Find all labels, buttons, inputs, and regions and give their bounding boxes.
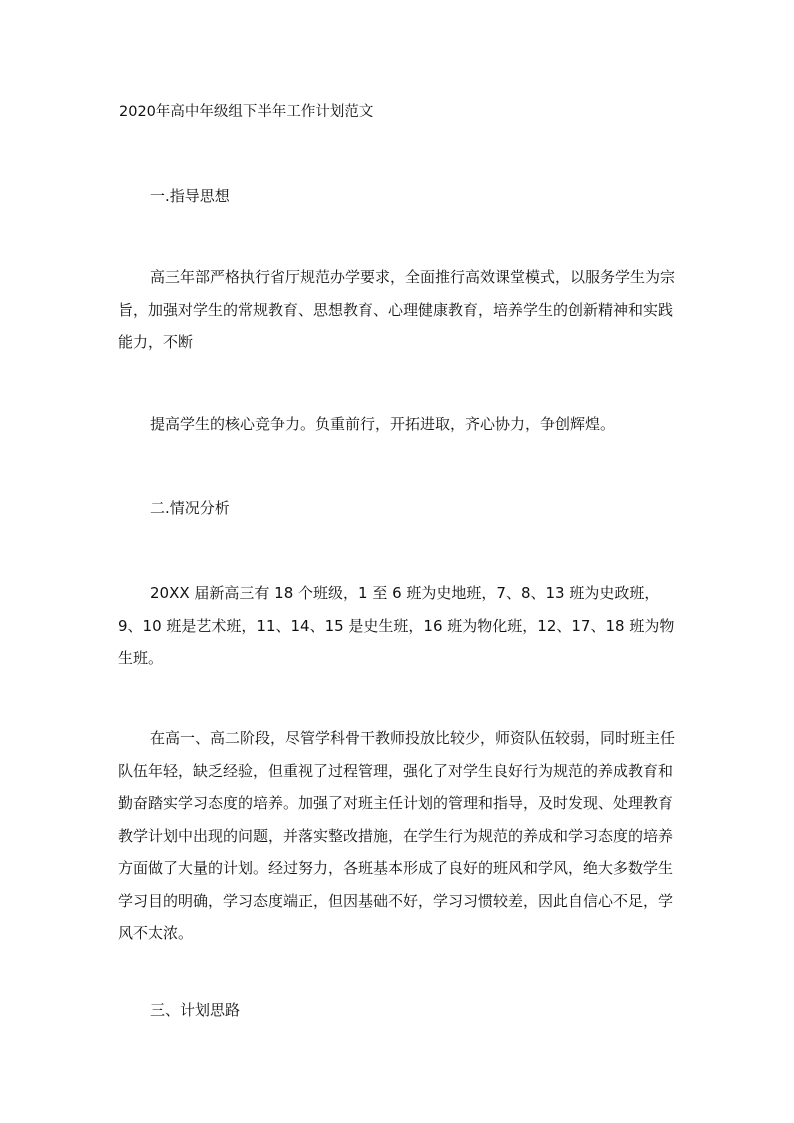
paragraph-guiding-ideology-continued: 提高学生的核心竞争力。负重前行，开拓进取，齐心协力，争创辉煌。 [150,415,616,433]
document-title: 2020年高中年级组下半年工作计划范文 [119,104,374,120]
paragraph-guiding-ideology: 高三年部严格执行省厅规范办学要求，全面推行高效课堂模式，以服务学生为宗旨，加强对学生的常规教育、思想教育、心理健康教育，培养学生的创新精神和实践能力，不断 [118,268,676,351]
paragraph-past-management: 在高一、高二阶段，尽管学科骨干教师投放比较少，师资队伍较弱，同时班主任队伍年轻，缺乏经验，但重视了过程管理，强化了对学生良好行为规范的养成教育和勤奋踏实学习态度的培养。加强了对班主任计划的管理和指导，及时发现、处理教育教学计划中出现的问题，并落实整改措施，在学生行为规范的养成和学习态度的培养方面做了大量的计划。经过努力，各班基本形成了良好的班风和学风，绝大多数学生学习目的明确，学习态度端正，但因基础不好，学习习惯较差，因此自信心不足，学风不太浓。 [118,729,676,942]
section-heading-plan-ideas: 三、计划思路 [150,1001,241,1019]
section-heading-guiding-ideology: 一.指导思想 [150,187,230,205]
section-heading-situation-analysis: 二.情况分析 [150,499,230,517]
paragraph-class-overview: 20XX 届新高三有 18 个班级，1 至 6 班为史地班，7、8、13 班为史政班，9、10 班是艺术班，11、14、15 是史生班，16 班为物化班，12、17、18 班为物生班。 [118,584,675,667]
